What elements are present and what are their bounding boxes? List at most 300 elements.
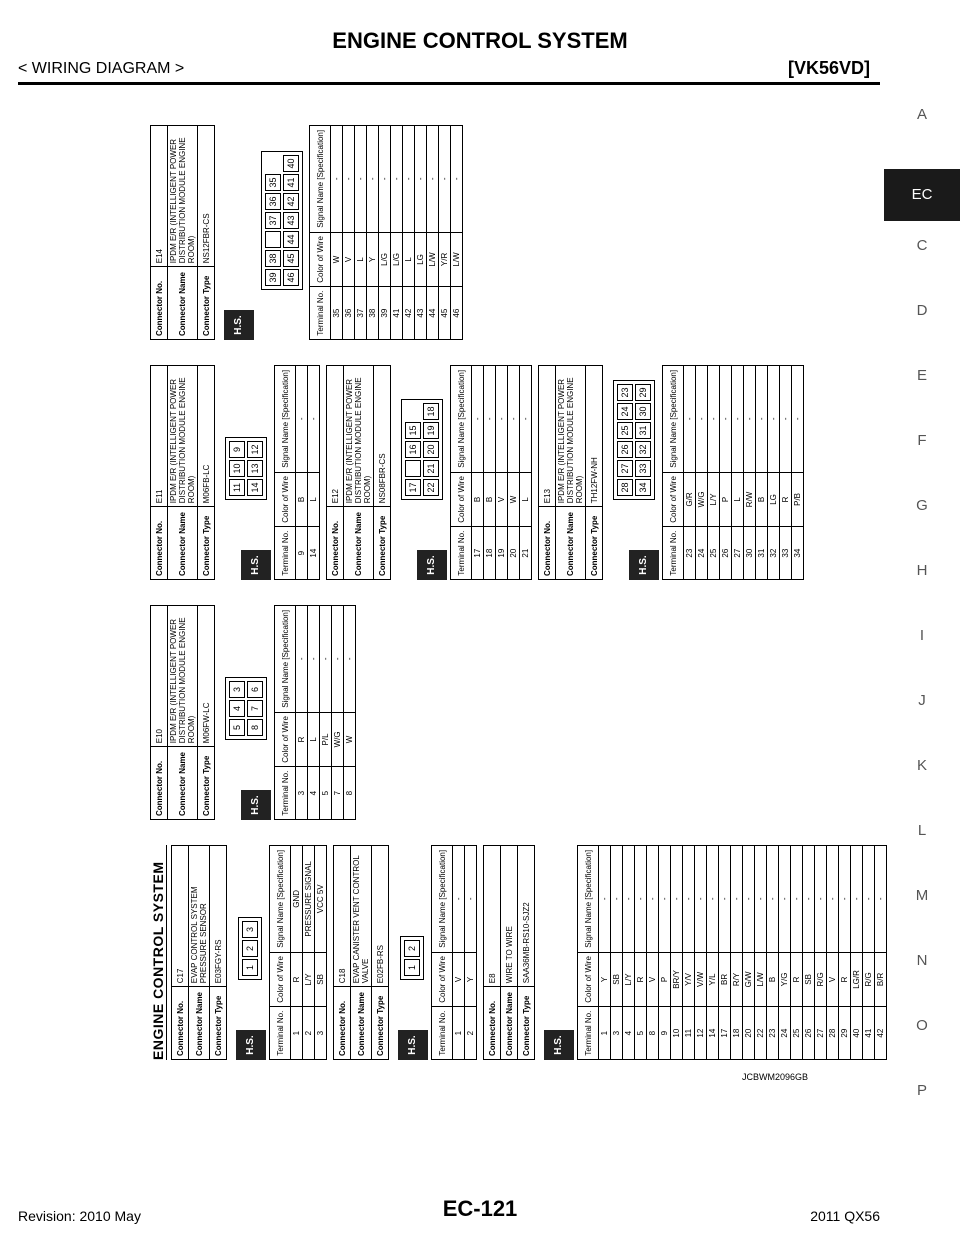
table-cell: - [743,846,755,953]
table-cell: 9 [659,1007,671,1060]
info-label: Connector Type [586,507,603,580]
connector-pin: 11 [229,479,245,496]
table-cell: 4 [623,1007,635,1060]
hs-icon: H.S. [224,310,254,340]
chapter-tab-h[interactable]: H [916,562,928,579]
info-value: E12 [327,366,344,507]
table-cell: R/W [744,472,756,527]
table-cell: V [496,472,508,527]
connector-face-row [246,440,264,497]
table-cell: B [472,472,484,527]
table-cell: 2 [303,1007,315,1060]
table-cell: - [803,846,815,953]
connector-info-table [483,845,535,1060]
column-header: Signal Name [Specification] [310,126,331,233]
table-row [671,846,683,1060]
table-cell: - [671,846,683,953]
column-header: Signal Name [Specification] [578,846,599,953]
table-cell: B [767,952,779,1007]
table-cell: Y [465,952,477,1007]
chapter-tab-a[interactable]: A [916,106,927,123]
table-row [344,606,356,820]
table-cell: 46 [451,287,463,340]
table-cell: W/G [696,472,708,527]
connector-pin: 3 [242,921,258,938]
table-cell: L [308,472,320,527]
table-cell: - [367,126,379,233]
table-cell: PRESSURE SIGNAL [303,846,315,953]
info-value: C18 [334,846,351,987]
table-cell: 22 [755,1007,767,1060]
info-label: Connector Type [372,987,389,1060]
table-cell: - [320,606,332,713]
connector-pin: 14 [247,479,263,496]
table-cell: 3 [315,1007,327,1060]
table-row [611,846,623,1060]
table-row [767,846,779,1060]
info-value: EVAP CANISTER VENT CONTROL VALVE [351,846,372,987]
table-row [731,846,743,1060]
info-label: Connector No. [151,747,168,820]
connector-pin: 27 [617,460,633,477]
table-cell: - [623,846,635,953]
connector-c18 [333,845,477,1060]
table-cell: 27 [815,1007,827,1060]
column-header: Color of Wire [310,232,331,287]
connector-pin: 19 [423,422,439,439]
table-cell: Y [599,952,611,1007]
connector-face-row [241,920,259,977]
table-cell: - [484,366,496,473]
chapter-tab-g[interactable]: G [916,497,928,514]
table-cell: - [331,126,343,233]
diagram-column-4 [150,125,469,340]
table-cell: 1 [291,1007,303,1060]
table-cell: L/G [379,232,391,287]
connector-pin: 18 [423,403,439,420]
connector-pin: 6 [247,681,263,698]
table-cell: - [472,366,484,473]
info-label: Connector Name [168,747,198,820]
table-row [875,846,887,1060]
table-cell: 26 [720,527,732,580]
table-cell: - [344,606,356,713]
connector-pin: 4 [229,700,245,717]
chapter-tab-n[interactable]: N [916,952,928,969]
table-cell: - [875,846,887,953]
table-row [719,846,731,1060]
table-cell: 20 [743,1007,755,1060]
table-row [472,366,484,580]
chapter-tab-f[interactable]: F [917,432,927,449]
table-cell: 25 [708,527,720,580]
table-row [635,846,647,1060]
table-row [296,366,308,580]
connector-pin: 8 [247,719,263,736]
table-cell: L [355,232,367,287]
connector-e13 [538,365,804,580]
connector-face-diagram [261,151,303,290]
info-label: Connector Name [501,987,518,1060]
chapter-tab-e[interactable]: E [916,367,927,384]
table-cell: B [484,472,496,527]
hs-icon: H.S. [241,790,271,820]
table-row [684,366,696,580]
table-row [415,126,427,340]
table-cell: - [779,846,791,953]
column-header: Color of Wire [578,952,599,1007]
table-row [732,366,744,580]
table-cell: 26 [803,1007,815,1060]
table-row [367,126,379,340]
connector-pin: 31 [635,422,651,439]
table-cell: Y [367,232,379,287]
info-value: NS08FBR-CS [374,366,391,507]
table-cell: R [291,952,303,1007]
chapter-tab-m[interactable]: M [915,887,929,904]
table-cell: - [647,846,659,953]
info-label: Connector No. [151,507,168,580]
table-cell: L/G [391,232,403,287]
info-label: Connector Name [168,267,198,340]
column-header: Signal Name [Specification] [451,366,472,473]
connector-pin: 7 [247,700,263,717]
table-row [508,366,520,580]
table-cell: 38 [367,287,379,340]
terminal-table [662,365,804,580]
connector-pin: 42 [283,193,299,210]
info-label: Connector Name [351,987,372,1060]
table-cell: - [465,846,477,953]
connector-pin: 2 [404,940,420,957]
table-cell: LG [768,472,780,527]
info-label: Connector Name [556,507,586,580]
table-cell: - [439,126,451,233]
table-row [403,126,415,340]
connector-pin: 16 [405,441,421,458]
table-cell: - [851,846,863,953]
table-row [815,846,827,1060]
table-cell: - [684,366,696,473]
diagram-column-3 [150,365,810,580]
table-row [331,126,343,340]
table-row [695,846,707,1060]
table-row [744,366,756,580]
table-cell: Y/L [707,952,719,1007]
table-cell: - [355,126,367,233]
header-rule [18,82,880,85]
connector-face-row [422,402,440,497]
table-cell: G/R [684,472,696,527]
table-cell: 33 [780,527,792,580]
table-cell: - [696,366,708,473]
table-cell: 10 [671,1007,683,1060]
connector-pin [405,460,421,477]
table-cell: - [415,126,427,233]
table-cell: 41 [863,1007,875,1060]
chapter-tab-k[interactable]: K [916,757,927,774]
table-cell: W/G [332,712,344,767]
table-cell: LG [415,232,427,287]
info-value: IPDM E/R (INTELLIGENT POWER DISTRIBUTION MODULE ENGINE ROOM) [556,366,586,507]
table-cell: 31 [756,527,768,580]
terminal-table [269,845,327,1060]
table-cell: BR [719,952,731,1007]
table-row [308,366,320,580]
hs-icon: H.S. [417,550,447,580]
table-row [343,126,355,340]
column-header: Terminal No. [310,287,331,340]
table-row [768,366,780,580]
connector-pin: 9 [229,441,245,458]
table-cell: - [744,366,756,473]
table-cell: 20 [508,527,520,580]
table-cell: R/G [815,952,827,1007]
table-cell: 27 [732,527,744,580]
table-cell: - [635,846,647,953]
connector-face-row [282,154,300,287]
table-cell: 17 [719,1007,731,1060]
table-cell: 5 [635,1007,647,1060]
connector-face-diagram [400,936,424,980]
table-row [707,846,719,1060]
table-cell: L/Y [623,952,635,1007]
table-cell: 9 [296,527,308,580]
terminal-table [274,605,356,820]
info-label: Connector Type [374,507,391,580]
table-cell: 18 [484,527,496,580]
table-row [863,846,875,1060]
chapter-tab-d[interactable]: D [916,302,928,319]
table-row [708,366,720,580]
connector-pin: 33 [635,460,651,477]
table-row [720,366,732,580]
table-cell: - [379,126,391,233]
table-cell: 3 [611,1007,623,1060]
table-cell: 42 [403,287,415,340]
table-cell: - [296,366,308,473]
terminal-table [431,845,477,1060]
table-cell: 7 [332,767,344,820]
connector-pin: 25 [617,422,633,439]
table-row [291,846,303,1060]
column-header: Terminal No. [432,1007,453,1060]
table-cell: 25 [791,1007,803,1060]
table-row [623,846,635,1060]
page-title: ENGINE CONTROL SYSTEM [332,28,628,53]
table-cell: - [403,126,415,233]
connector-face-row [246,680,264,737]
table-cell: 4 [308,767,320,820]
info-label: Connector Type [210,987,227,1060]
table-cell: - [707,846,719,953]
connector-pin: 1 [242,959,258,976]
table-row [743,846,755,1060]
table-cell: G/W [743,952,755,1007]
connector-info-table [333,845,389,1060]
table-cell: R [635,952,647,1007]
connector-face-row [264,154,282,287]
connector-pin: 45 [283,250,299,267]
table-cell: GND [291,846,303,953]
info-value: IPDM E/R (INTELLIGENT POWER DISTRIBUTION MODULE ENGINE ROOM) [168,606,198,747]
table-cell: 29 [839,1007,851,1060]
info-value: E02FB-RS [372,846,389,987]
table-cell: - [520,366,532,473]
column-header: Color of Wire [451,472,472,527]
table-cell: - [508,366,520,473]
table-cell: P [720,472,732,527]
connector-pin: 36 [265,193,281,210]
connector-face-row [228,440,246,497]
info-value: IPDM E/R (INTELLIGENT POWER DISTRIBUTION MODULE ENGINE ROOM) [344,366,374,507]
table-cell: 45 [439,287,451,340]
table-cell: 17 [472,527,484,580]
connector-pin: 20 [423,441,439,458]
table-cell: L/Y [303,952,315,1007]
info-value: SAA36MB-RS10-SJZ2 [518,846,535,987]
chapter-tab-c[interactable]: C [916,237,928,254]
table-cell: 36 [343,287,355,340]
info-label: Connector No. [539,507,556,580]
connector-pin: 26 [617,441,633,458]
table-row [792,366,804,580]
chapter-tab-p[interactable]: P [916,1082,927,1099]
table-cell: Y/V [683,952,695,1007]
info-value: E14 [151,126,168,267]
column-header: Color of Wire [663,472,684,527]
chapter-tab-j[interactable]: J [918,692,926,709]
connector-e11 [150,365,320,580]
table-cell: SB [315,952,327,1007]
chapter-tab-ec[interactable]: EC [884,169,960,221]
table-cell: - [815,846,827,953]
column-header: Color of Wire [275,472,296,527]
table-cell: - [827,846,839,953]
table-cell: V [827,952,839,1007]
table-cell: - [731,846,743,953]
info-label: Connector No. [151,267,168,340]
info-value: TH12FW-NH [586,366,603,507]
table-row [308,606,320,820]
table-row [303,846,315,1060]
wiring-diagram [150,100,885,1060]
table-cell: 8 [647,1007,659,1060]
chapter-tab-l[interactable]: L [917,822,927,839]
connector-pin: 23 [617,384,633,401]
connector-face-diagram [225,677,267,740]
table-cell: B [296,472,308,527]
table-cell: W [508,472,520,527]
table-row [427,126,439,340]
table-row [496,366,508,580]
info-label: Connector No. [334,987,351,1060]
connector-e12 [326,365,532,580]
info-label: Connector No. [327,507,344,580]
hs-icon: H.S. [398,1030,428,1060]
column-header: Signal Name [Specification] [275,606,296,713]
connector-pin: 15 [405,422,421,439]
table-cell: - [659,846,671,953]
column-header: Signal Name [Specification] [663,366,684,473]
connector-info-table [150,605,215,820]
table-cell: - [343,126,355,233]
table-cell: P/L [320,712,332,767]
figure-id: JCBWM2096GB [742,1072,809,1082]
info-label: Connector Name [189,987,210,1060]
table-cell: - [767,846,779,953]
info-label: Connector Type [198,747,215,820]
connector-pin: 13 [247,460,263,477]
table-cell: R [791,952,803,1007]
connector-pin: 30 [635,403,651,420]
table-cell: LG/R [851,952,863,1007]
table-cell: - [708,366,720,473]
info-value: NS12FBR-CS [198,126,215,267]
terminal-table [274,365,320,580]
connector-pin: 44 [283,231,299,248]
connector-pin: 43 [283,212,299,229]
table-cell: B/R [875,952,887,1007]
model-code: [VK56VD] [787,58,870,78]
table-cell: 1 [599,1007,611,1060]
table-row [315,846,327,1060]
connector-pin: 24 [617,403,633,420]
table-cell: - [756,366,768,473]
chapter-index [884,100,960,1141]
table-cell: 30 [744,527,756,580]
table-cell: SB [611,952,623,1007]
table-cell: W [331,232,343,287]
connector-e8 [483,845,887,1060]
connector-c17 [171,845,327,1060]
table-row [755,846,767,1060]
table-cell: V [343,232,355,287]
table-cell: Y/G [779,952,791,1007]
hs-icon: H.S. [544,1030,574,1060]
table-row [791,846,803,1060]
info-value: WIRE TO WIRE [501,846,518,987]
table-cell: R/Y [731,952,743,1007]
info-label: Connector Name [344,507,374,580]
info-label: Connector Type [198,507,215,580]
column-header: Signal Name [Specification] [432,846,453,953]
revision-text: Revision: 2010 May [18,1208,141,1224]
connector-info-table [150,125,215,340]
table-cell: - [720,366,732,473]
table-row [780,366,792,580]
table-cell: V/W [695,952,707,1007]
chapter-tab-i[interactable]: I [919,627,925,644]
connector-pin: 32 [635,441,651,458]
table-row [851,846,863,1060]
info-label: Connector No. [484,987,501,1060]
table-cell: B [756,472,768,527]
info-label: Connector No. [172,987,189,1060]
connector-face-diagram [401,399,443,500]
table-cell: 32 [768,527,780,580]
connector-e10 [150,605,356,820]
table-row [484,366,496,580]
table-row [839,846,851,1060]
table-cell: - [695,846,707,953]
table-cell: V [647,952,659,1007]
table-cell: R [780,472,792,527]
connector-pin: 39 [265,269,281,286]
chapter-tab-o[interactable]: O [916,1017,928,1034]
table-cell: L/W [755,952,767,1007]
info-value: EVAP CONTROL SYSTEM PRESSURE SENSOR [189,846,210,987]
